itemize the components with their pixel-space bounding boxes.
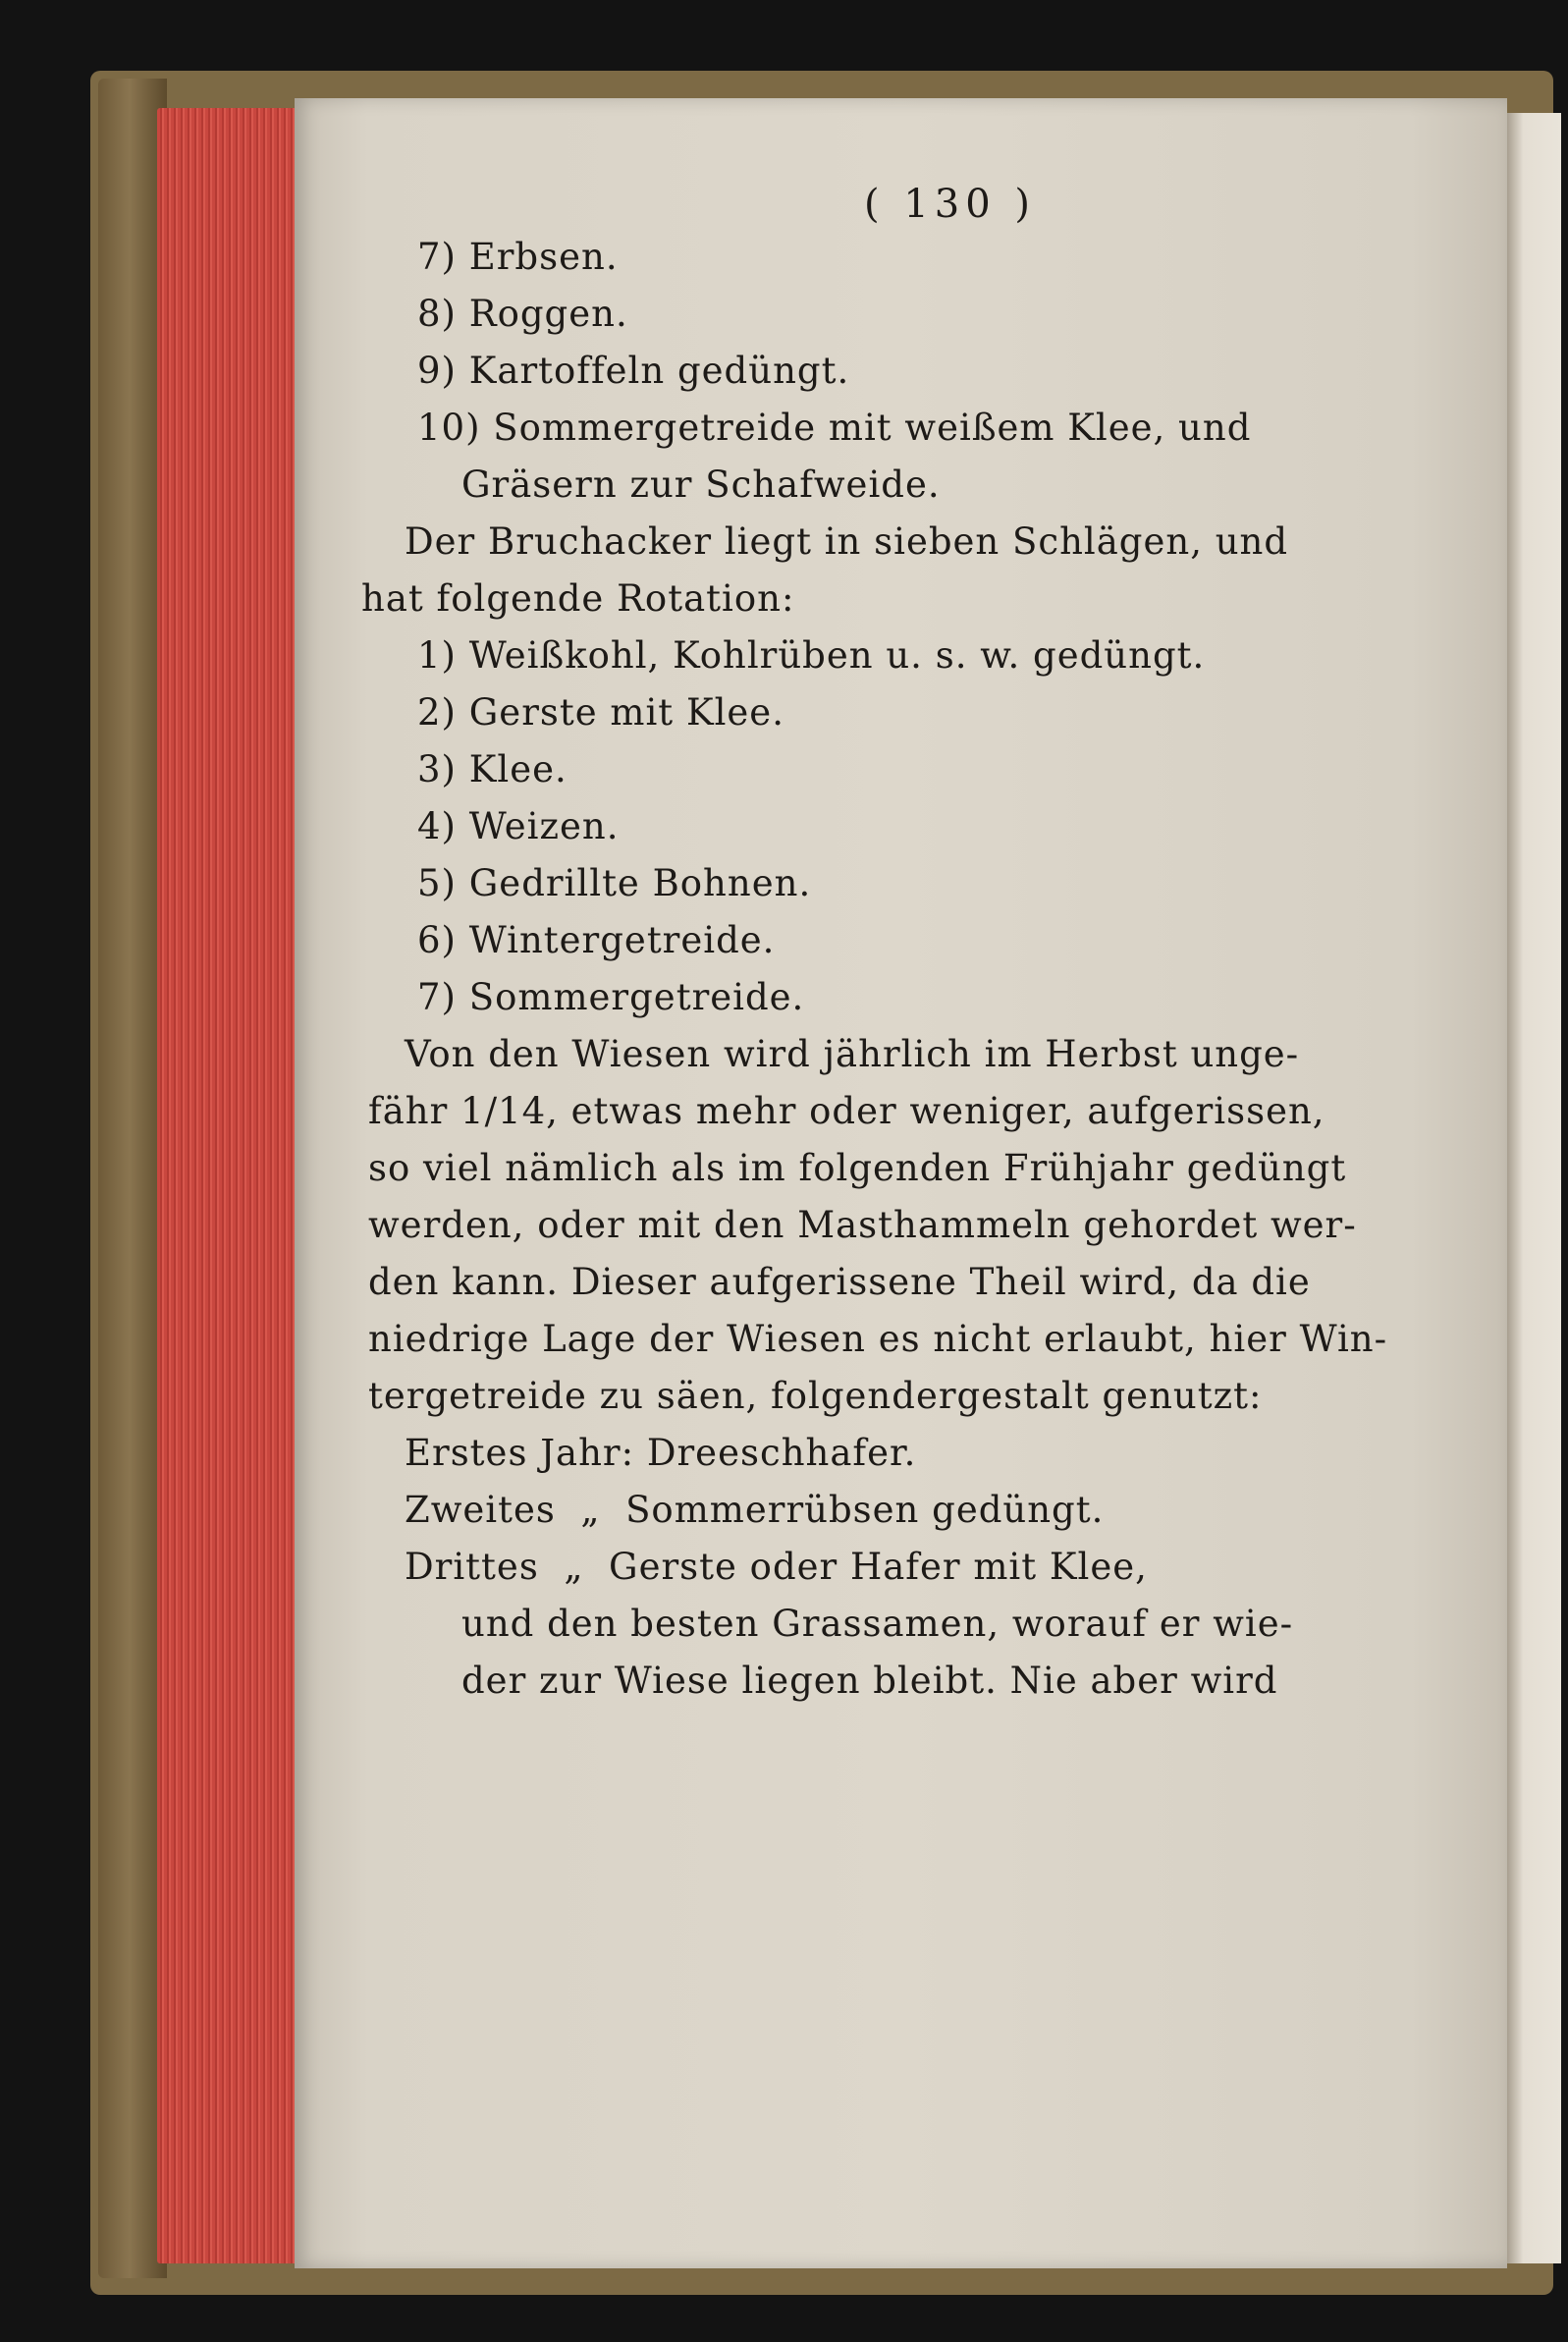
text-line: Zweites „ Sommerrübsen gedüngt. <box>405 1489 1105 1531</box>
text-line: 3) Klee. <box>417 748 568 790</box>
text-line: 1) Weißkohl, Kohlrüben u. s. w. gedüngt. <box>417 634 1206 677</box>
text-line: 8) Roggen. <box>417 293 628 335</box>
text-line: so viel nämlich als im folgenden Frühjahr gedüngt <box>368 1147 1347 1189</box>
text-line: 2) Gerste mit Klee. <box>417 691 784 734</box>
text-line: 7) Sommergetreide. <box>417 976 805 1018</box>
text-line: werden, oder mit den Masthammeln gehordet wer- <box>368 1204 1357 1246</box>
text-line: 10) Sommergetreide mit weißem Klee, und <box>417 407 1252 449</box>
text-line: und den besten Grassamen, worauf er wie- <box>461 1603 1294 1645</box>
text-line: 6) Wintergetreide. <box>417 919 776 961</box>
text-line: Gräsern zur Schafweide. <box>461 463 941 506</box>
text-line: Erstes Jahr: Dreeschhafer. <box>405 1432 917 1474</box>
text-line: 9) Kartoffeln gedüngt. <box>417 350 850 392</box>
text-line: Drittes „ Gerste oder Hafer mit Klee, <box>405 1546 1148 1588</box>
text-line: fähr 1/14, etwas mehr oder weniger, aufgerissen, <box>368 1090 1325 1132</box>
book-page <box>295 98 1507 2268</box>
text-line: den kann. Dieser aufgerissene Theil wird, da die <box>368 1261 1311 1303</box>
text-line: tergetreide zu säen, folgendergestalt genutzt: <box>368 1375 1263 1417</box>
text-line: 4) Weizen. <box>417 805 620 847</box>
text-line: 7) Erbsen. <box>417 236 619 278</box>
page-number-header: ( 130 ) <box>864 182 1036 227</box>
text-line: niedrige Lage der Wiesen es nicht erlaubt, hier Win- <box>368 1318 1388 1360</box>
text-line: hat folgende Rotation: <box>361 577 795 620</box>
page-edges-red <box>157 108 309 2263</box>
text-line: Der Bruchacker liegt in sieben Schlägen, und <box>405 520 1289 563</box>
text-line: der zur Wiese liegen bleibt. Nie aber wird <box>461 1660 1278 1702</box>
page-text <box>295 98 1507 2268</box>
text-line: Von den Wiesen wird jährlich im Herbst unge- <box>405 1033 1300 1075</box>
text-line: 5) Gedrillte Bohnen. <box>417 862 812 904</box>
next-page-edge <box>1507 113 1561 2263</box>
